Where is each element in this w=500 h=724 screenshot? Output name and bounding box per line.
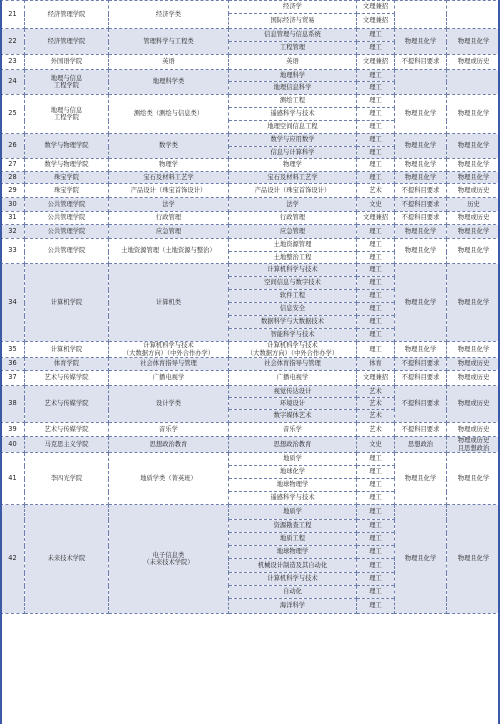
discipline-cell: 艺术: [357, 410, 395, 423]
major-category-cell: 音乐学: [109, 423, 229, 437]
row-number-cell: 27: [1, 159, 25, 172]
table-row: [1, 159, 500, 172]
discipline-cell: 理工: [357, 159, 395, 172]
table-row: [1, 134, 500, 147]
major-category-cell: 宝石及材料工艺学: [109, 172, 229, 184]
discipline-cell: 理工: [357, 520, 395, 533]
table-row: [1, 342, 500, 358]
discipline-cell: 理工: [357, 303, 395, 316]
college-cell: 外国语学院: [25, 55, 109, 70]
table-row: [1, 29, 500, 42]
subject-requirement-cell: 物理且化学: [395, 225, 447, 239]
subject-requirement-cell: [395, 70, 447, 95]
specific-major-cell: 广播电视学: [229, 371, 357, 386]
specific-major-cell: 信息安全: [229, 303, 357, 316]
subject-requirement-alt-cell: 物理且化学: [447, 134, 500, 159]
subject-requirement-cell: 物理且化学: [395, 239, 447, 264]
row-number-cell: 41: [1, 453, 25, 505]
table-row: [1, 95, 500, 108]
discipline-cell: 艺术: [357, 184, 395, 198]
table-row: [1, 70, 500, 82]
discipline-cell: 体育: [357, 358, 395, 371]
discipline-cell: 文史: [357, 198, 395, 212]
specific-major-cell: 信息与计算科学: [229, 147, 357, 159]
subject-requirement-alt-cell: 物理且化学: [447, 159, 500, 172]
specific-major-cell: 法学: [229, 198, 357, 212]
subject-requirement-alt-cell: 物理或历史: [447, 55, 500, 70]
major-category-cell: 应急管理: [109, 225, 229, 239]
table-row: [1, 212, 500, 225]
major-category-cell: 社会体育指导与管理: [109, 358, 229, 371]
discipline-cell: 理工: [357, 290, 395, 303]
discipline-cell: 理工: [357, 108, 395, 121]
subject-requirement-cell: 物理且化学: [395, 342, 447, 358]
subject-requirement-alt-cell: 物理或历史: [447, 358, 500, 371]
specific-major-cell: 音乐学: [229, 423, 357, 437]
specific-major-cell: 思想政治教育: [229, 437, 357, 453]
major-category-cell: 电子信息类 （未来技术学院）: [109, 505, 229, 614]
specific-major-cell: 遥感科学与技术: [229, 108, 357, 121]
specific-major-cell: 地理空间信息工程: [229, 121, 357, 134]
subject-requirement-cell: 不提科目要求: [395, 212, 447, 225]
discipline-cell: 理工: [357, 505, 395, 520]
subject-requirement-cell: 物理且化学: [395, 264, 447, 342]
subject-requirement-alt-cell: 物理且化学: [447, 505, 500, 614]
major-category-cell: 英语: [109, 55, 229, 70]
discipline-cell: 理工: [357, 70, 395, 82]
college-cell: 计算机学院: [25, 342, 109, 358]
subject-requirement-alt-cell: 物理或历史 且思想政治: [447, 437, 500, 453]
specific-major-cell: 测绘工程: [229, 95, 357, 108]
major-category-cell: 经济学类: [109, 1, 229, 29]
major-category-cell: 设计学类: [109, 386, 229, 423]
row-number-cell: 34: [1, 264, 25, 342]
subject-requirement-alt-cell: [447, 70, 500, 95]
specific-major-cell: 资源勘查工程: [229, 520, 357, 533]
subject-requirement-alt-cell: 物理且化学: [447, 225, 500, 239]
subject-requirement-alt-cell: 历史: [447, 198, 500, 212]
specific-major-cell: 应急管理: [229, 225, 357, 239]
discipline-cell: 理工: [357, 82, 395, 95]
discipline-cell: 理工: [357, 121, 395, 134]
discipline-cell: 理工: [357, 466, 395, 479]
subject-requirement-alt-cell: 物理且化学: [447, 29, 500, 55]
college-cell: 艺术与传媒学院: [25, 371, 109, 386]
discipline-cell: 文理兼招: [357, 55, 395, 70]
major-category-cell: 地理科学类: [109, 70, 229, 95]
subject-requirement-alt-cell: 物理或历史: [447, 371, 500, 386]
subject-requirement-alt-cell: 物理且化学: [447, 95, 500, 134]
specific-major-cell: 环境设计: [229, 398, 357, 410]
subject-requirement-cell: [395, 1, 447, 29]
specific-major-cell: 计算机科学与技术 （大数据方向）（中外合作办学）: [229, 342, 357, 358]
row-number-cell: 42: [1, 505, 25, 614]
row-number-cell: 39: [1, 423, 25, 437]
subject-requirement-cell: 物理且化学: [395, 29, 447, 55]
major-category-cell: 管理科学与工程类: [109, 29, 229, 55]
major-category-cell: 行政管理: [109, 212, 229, 225]
college-cell: 体育学院: [25, 358, 109, 371]
college-cell: 公共管理学院: [25, 239, 109, 264]
discipline-cell: 文史: [357, 437, 395, 453]
discipline-cell: 理工: [357, 479, 395, 492]
specific-major-cell: 地质工程: [229, 533, 357, 546]
major-category-cell: 土地资源管理（土地资源与整治）: [109, 239, 229, 264]
specific-major-cell: 地质学: [229, 505, 357, 520]
specific-major-cell: 计算机科学与技术: [229, 264, 357, 277]
subject-requirement-cell: 不提科目要求: [395, 358, 447, 371]
college-cell: 珠宝学院: [25, 184, 109, 198]
specific-major-cell: 空间信息与数字技术: [229, 277, 357, 290]
discipline-cell: 理工: [357, 42, 395, 55]
subject-requirement-alt-cell: 物理或历史: [447, 386, 500, 423]
subject-requirement-cell: 物理且化学: [395, 159, 447, 172]
college-cell: 计算机学院: [25, 264, 109, 342]
college-cell: 艺术与传媒学院: [25, 386, 109, 423]
specific-major-cell: 智能科学与技术: [229, 329, 357, 342]
subject-requirement-alt-cell: 物理且化学: [447, 342, 500, 358]
college-cell: 公共管理学院: [25, 225, 109, 239]
specific-major-cell: 数据科学与大数据技术: [229, 316, 357, 329]
subject-requirement-cell: 不提科目要求: [395, 371, 447, 386]
table-row: [1, 386, 500, 398]
table-row: [1, 198, 500, 212]
college-cell: 公共管理学院: [25, 198, 109, 212]
discipline-cell: 理工: [357, 453, 395, 466]
subject-requirement-cell: 思想政治: [395, 437, 447, 453]
specific-major-cell: 国际经济与贸易: [229, 14, 357, 29]
specific-major-cell: 数学与应用数学: [229, 134, 357, 147]
major-category-cell: 计算机类: [109, 264, 229, 342]
college-cell: 珠宝学院: [25, 172, 109, 184]
discipline-cell: 理工: [357, 573, 395, 586]
specific-major-cell: 信息管理与信息系统: [229, 29, 357, 42]
major-category-cell: 数学类: [109, 134, 229, 159]
discipline-cell: 理工: [357, 239, 395, 252]
discipline-cell: 理工: [357, 252, 395, 264]
table-row: [1, 184, 500, 198]
subject-requirement-alt-cell: 物理且化学: [447, 239, 500, 264]
specific-major-cell: 地理信息科学: [229, 82, 357, 95]
subject-requirement-cell: 不提科目要求: [395, 55, 447, 70]
subject-requirement-cell: 不提科目要求: [395, 184, 447, 198]
discipline-cell: 理工: [357, 95, 395, 108]
discipline-cell: 理工: [357, 599, 395, 614]
subject-requirement-cell: 不提科目要求: [395, 198, 447, 212]
discipline-cell: 理工: [357, 172, 395, 184]
specific-major-cell: 机械设计制造及其自动化: [229, 559, 357, 573]
table-row: [1, 239, 500, 252]
row-number-cell: 38: [1, 386, 25, 423]
subject-requirement-alt-cell: 物理或历史: [447, 184, 500, 198]
table-row: [1, 55, 500, 70]
table-row: [1, 437, 500, 453]
specific-major-cell: 自动化: [229, 586, 357, 599]
row-number-cell: 29: [1, 184, 25, 198]
row-number-cell: 32: [1, 225, 25, 239]
specific-major-cell: 产品设计（珠宝首饰设计）: [229, 184, 357, 198]
major-category-cell: 测绘类（测绘与信息类）: [109, 95, 229, 134]
table-row: [1, 453, 500, 466]
specific-major-cell: 英语: [229, 55, 357, 70]
specific-major-cell: 海洋科学: [229, 599, 357, 614]
row-number-cell: 28: [1, 172, 25, 184]
discipline-cell: 理工: [357, 329, 395, 342]
discipline-cell: 理工: [357, 29, 395, 42]
row-number-cell: 24: [1, 70, 25, 95]
discipline-cell: 理工: [357, 533, 395, 546]
row-number-cell: 37: [1, 371, 25, 386]
specific-major-cell: 经济学: [229, 1, 357, 14]
specific-major-cell: 遥感科学与技术: [229, 492, 357, 505]
major-category-cell: 地质学类（菁英班）: [109, 453, 229, 505]
subject-requirement-cell: 物理且化学: [395, 134, 447, 159]
row-number-cell: 40: [1, 437, 25, 453]
major-category-cell: 计算机科学与技术 （大数据方向）（中外合作办学）: [109, 342, 229, 358]
row-number-cell: 22: [1, 29, 25, 55]
subject-requirement-cell: 不提科目要求: [395, 386, 447, 423]
discipline-cell: 文理兼招: [357, 212, 395, 225]
specific-major-cell: 软件工程: [229, 290, 357, 303]
discipline-cell: 艺术: [357, 423, 395, 437]
specific-major-cell: 地质学: [229, 453, 357, 466]
row-number-cell: 30: [1, 198, 25, 212]
table-row: [1, 225, 500, 239]
subject-requirement-cell: 物理且化学: [395, 172, 447, 184]
specific-major-cell: 视觉传达设计: [229, 386, 357, 398]
specific-major-cell: 地球化学: [229, 466, 357, 479]
table-row: [1, 1, 500, 14]
specific-major-cell: 地球物理学: [229, 479, 357, 492]
subject-requirement-alt-cell: 物理或历史: [447, 423, 500, 437]
major-category-cell: 广播电视学: [109, 371, 229, 386]
discipline-cell: 文理兼招: [357, 14, 395, 29]
discipline-cell: 理工: [357, 492, 395, 505]
major-category-cell: 法学: [109, 198, 229, 212]
discipline-cell: 理工: [357, 264, 395, 277]
subject-requirement-alt-cell: 物理或历史: [447, 212, 500, 225]
row-number-cell: 33: [1, 239, 25, 264]
subject-requirement-alt-cell: 物理且化学: [447, 172, 500, 184]
specific-major-cell: 地球物理学: [229, 546, 357, 559]
college-cell: 地理与信息 工程学院: [25, 70, 109, 95]
table-row: [1, 423, 500, 437]
subject-requirement-cell: 物理且化学: [395, 505, 447, 614]
table-row: [1, 264, 500, 277]
major-category-cell: 产品设计（珠宝首饰设计）: [109, 184, 229, 198]
specific-major-cell: 土地整治工程: [229, 252, 357, 264]
discipline-cell: 理工: [357, 134, 395, 147]
specific-major-cell: 物理学: [229, 159, 357, 172]
row-number-cell: 31: [1, 212, 25, 225]
specific-major-cell: 工程管理: [229, 42, 357, 55]
discipline-cell: 理工: [357, 342, 395, 358]
college-cell: 马克思主义学院: [25, 437, 109, 453]
college-cell: 李四光学院: [25, 453, 109, 505]
discipline-cell: 理工: [357, 546, 395, 559]
row-number-cell: 25: [1, 95, 25, 134]
row-number-cell: 26: [1, 134, 25, 159]
subject-requirement-alt-cell: [447, 1, 500, 29]
table-row: [1, 358, 500, 371]
specific-major-cell: 数字媒体艺术: [229, 410, 357, 423]
college-cell: 数学与物理学院: [25, 134, 109, 159]
major-category-cell: 物理学: [109, 159, 229, 172]
table-row: [1, 172, 500, 184]
table-row: [1, 505, 500, 520]
row-number-cell: 35: [1, 342, 25, 358]
subject-requirement-cell: 不提科目要求: [395, 423, 447, 437]
subject-requirement-cell: 物理且化学: [395, 453, 447, 505]
specific-major-cell: 地理科学: [229, 70, 357, 82]
row-number-cell: 21: [1, 1, 25, 29]
subject-requirement-alt-cell: 物理且化学: [447, 453, 500, 505]
college-cell: 经济管理学院: [25, 29, 109, 55]
specific-major-cell: 宝石及材料工艺学: [229, 172, 357, 184]
subject-requirement-cell: 物理且化学: [395, 95, 447, 134]
college-cell: 数学与物理学院: [25, 159, 109, 172]
row-number-cell: 36: [1, 358, 25, 371]
table-row: [1, 371, 500, 386]
college-cell: 经济管理学院: [25, 1, 109, 29]
college-cell: 地理与信息 工程学院: [25, 95, 109, 134]
discipline-cell: 文理兼招: [357, 371, 395, 386]
discipline-cell: 理工: [357, 559, 395, 573]
subject-requirement-alt-cell: 物理且化学: [447, 264, 500, 342]
discipline-cell: 艺术: [357, 386, 395, 398]
discipline-cell: 理工: [357, 277, 395, 290]
discipline-cell: 文理兼招: [357, 1, 395, 14]
discipline-cell: 理工: [357, 147, 395, 159]
row-number-cell: 23: [1, 55, 25, 70]
major-category-cell: 思想政治教育: [109, 437, 229, 453]
college-cell: 未来技术学院: [25, 505, 109, 614]
specific-major-cell: 社会体育指导与管理: [229, 358, 357, 371]
college-cell: 公共管理学院: [25, 212, 109, 225]
specific-major-cell: 土地资源管理: [229, 239, 357, 252]
specific-major-cell: 计算机科学与技术: [229, 573, 357, 586]
table-body: [1, 1, 500, 614]
discipline-cell: 理工: [357, 586, 395, 599]
specific-major-cell: 行政管理: [229, 212, 357, 225]
discipline-cell: 理工: [357, 316, 395, 329]
discipline-cell: 艺术: [357, 398, 395, 410]
college-cell: 艺术与传媒学院: [25, 423, 109, 437]
discipline-cell: 理工: [357, 225, 395, 239]
